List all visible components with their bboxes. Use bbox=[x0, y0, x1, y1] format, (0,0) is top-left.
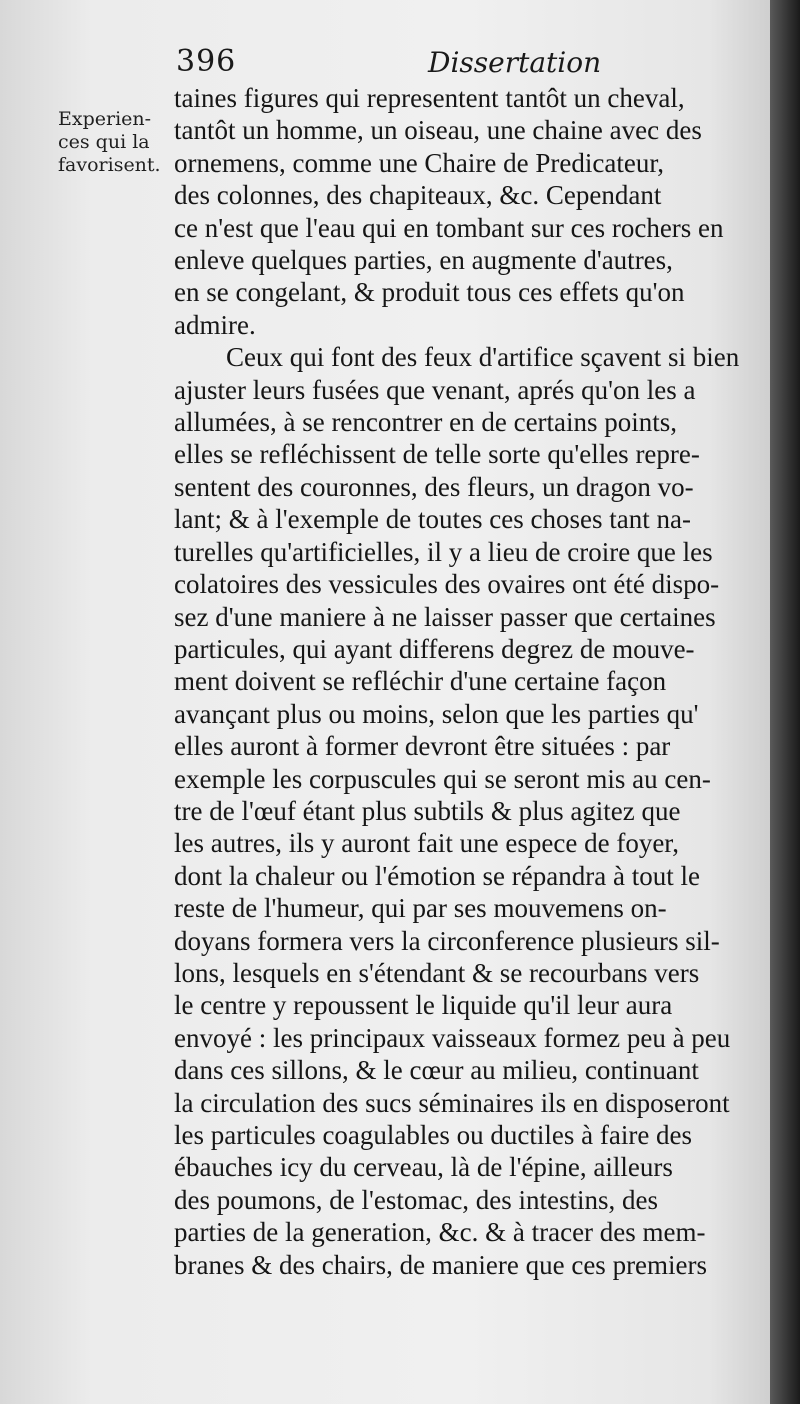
text-line: ornemens, comme une Chaire de Predicateur, bbox=[174, 147, 664, 178]
text-line: exemple les corpuscules qui se seront mis au cen- bbox=[174, 763, 711, 794]
text-line: parties de la generation, &c. & à tracer des mem- bbox=[174, 1217, 706, 1248]
text-line: le centre y repoussent le liquide qu'il leur aura bbox=[174, 990, 673, 1021]
page-number: 396 bbox=[176, 44, 237, 79]
text-line: sentent des couronnes, des fleurs, un dragon vo- bbox=[174, 471, 694, 502]
text-line: elles auront à former devront être situées : par bbox=[174, 731, 671, 762]
text-line: ment doivent se refléchir d'une certaine façon bbox=[174, 666, 667, 697]
text-line: taines figures qui representent tantôt un cheval, bbox=[174, 83, 685, 113]
text-line: la circulation des sucs séminaires ils en disposeront bbox=[174, 1087, 730, 1118]
text-line: turelles qu'artificielles, il y a lieu de croire que les bbox=[174, 536, 713, 567]
text-line: en se congelant, & produit tous ces effets qu'on bbox=[174, 277, 685, 308]
text-line: branes & des chairs, de maniere que ces premiers bbox=[174, 1249, 708, 1280]
text-line: allumées, à se rencontrer en de certains points, bbox=[174, 407, 678, 438]
margin-note bbox=[58, 108, 173, 177]
text-line: reste de l'humeur, qui par ses mouvemens on- bbox=[174, 893, 667, 924]
paragraph-start-line: Ceux qui font des feux d'artifice sçavent si bien bbox=[226, 342, 740, 373]
page-edge-shadow bbox=[770, 0, 800, 1404]
text-line: sez d'une maniere à ne laisser passer que certaines bbox=[174, 601, 716, 632]
text-line: tantôt un homme, un oiseau, une chaine avec des bbox=[174, 115, 702, 146]
margin-note-line: ces qui la bbox=[58, 131, 150, 153]
text-line: les particules coagulables ou ductiles à faire des bbox=[174, 1120, 693, 1150]
margin-note-line: favorisent. bbox=[58, 154, 161, 176]
text-line: dans ces sillons, & le cœur au milieu, continuant bbox=[174, 1055, 699, 1086]
text-line: envoyé : les principaux vaisseaux formez peu à peu bbox=[174, 1022, 731, 1053]
text-line: admire. bbox=[174, 309, 256, 340]
text-line: particules, qui ayant differens degrez de mouve- bbox=[174, 633, 695, 664]
text-line: lons, lesquels en s'étendant & se recourbans vers bbox=[174, 957, 700, 988]
text-line: des colonnes, des chapiteaux, &c. Cependant bbox=[174, 180, 662, 211]
text-line: les autres, ils y auront fait une espece de foyer, bbox=[174, 828, 679, 859]
text-line: ébauches icy du cerveau, là de l'épine, ailleurs bbox=[174, 1152, 673, 1183]
text-line: ajuster leurs fusées que venant, aprés qu'on les a bbox=[174, 374, 696, 405]
running-head: Dissertation bbox=[428, 46, 602, 79]
margin-note-line: Experien- bbox=[58, 108, 152, 130]
text-line: enleve quelques parties, en augmente d'autres, bbox=[174, 245, 673, 276]
text-line: avançant plus ou moins, selon que les parties qu' bbox=[174, 698, 699, 729]
text-line: ce n'est que l'eau qui en tombant sur ces rochers en bbox=[174, 212, 724, 243]
text-line: colatoires des vessicules des ovaires ont été dispo- bbox=[174, 569, 720, 600]
text-line: des poumons, de l'estomac, des intestins, des bbox=[174, 1184, 659, 1215]
text-line: elles se refléchissent de telle sorte qu'elles repre- bbox=[174, 439, 700, 470]
text-line: tre de l'œuf étant plus subtils & plus agitez que bbox=[174, 795, 681, 826]
body-text bbox=[174, 82, 762, 1281]
text-line: lant; & à l'exemple de toutes ces choses tant na- bbox=[174, 504, 691, 535]
text-line: dont la chaleur ou l'émotion se répandra à tout le bbox=[174, 860, 700, 891]
text-line: doyans formera vers la circonference plusieurs sil- bbox=[174, 925, 720, 956]
